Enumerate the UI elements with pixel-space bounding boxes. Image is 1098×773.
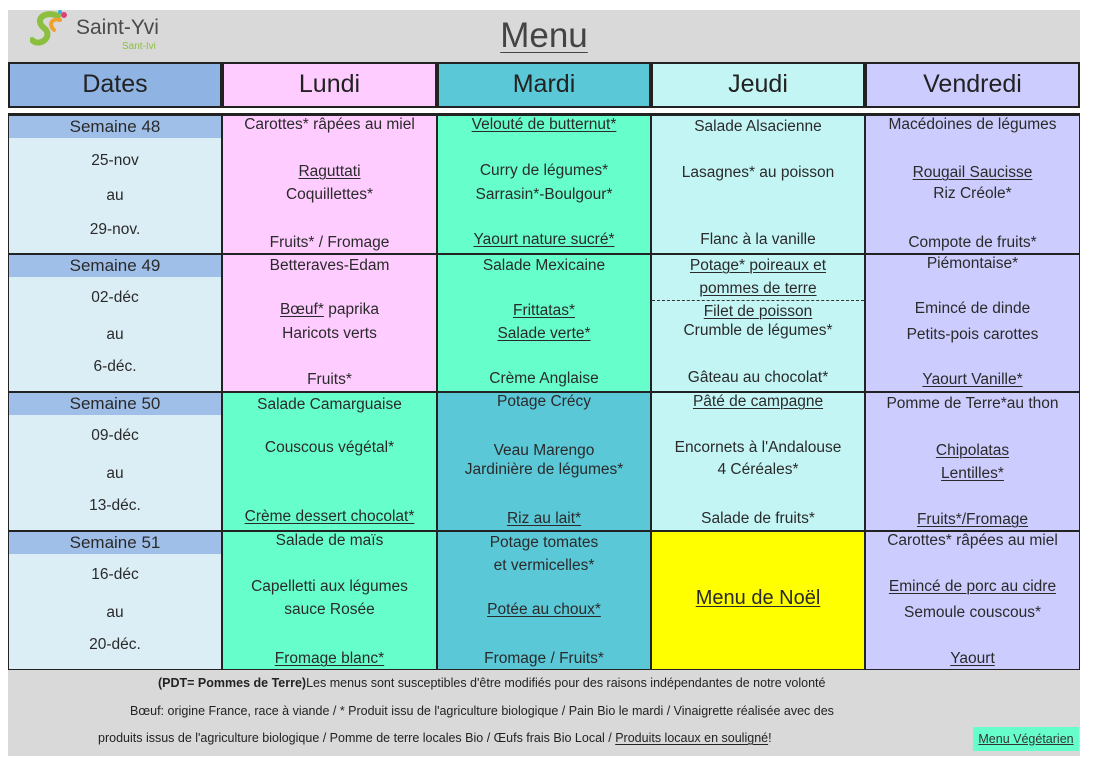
- starter: Potage Crécy: [497, 393, 591, 410]
- main-dish: Frittatas*: [512, 302, 575, 319]
- dessert: Gâteau au chocolat*: [687, 369, 829, 386]
- dessert: Compote de fruits*: [908, 234, 1037, 251]
- dessert: Fruits*: [307, 371, 352, 388]
- main-dish: Rougail Saucisse: [912, 164, 1033, 181]
- dates-week-48: [8, 115, 222, 254]
- week-label: Semaine 49: [9, 255, 221, 277]
- lundi-week-48: [222, 115, 437, 254]
- starter: Macédoines de légumes: [888, 116, 1057, 133]
- main-dish-sauce: sauce Rosée: [284, 601, 375, 618]
- dessert: Yaourt: [950, 650, 995, 667]
- starter: Piémontaise*: [926, 255, 1019, 272]
- date-sep: au: [106, 604, 124, 621]
- date-from: 16-déc: [91, 566, 139, 583]
- dessert: Salade de fruits*: [701, 510, 815, 527]
- side-dish: Riz Créole*: [933, 185, 1012, 202]
- starter-line-2: pommes de terre: [699, 280, 817, 297]
- vendredi-week-51: [865, 531, 1080, 670]
- jeudi-week-48: [651, 115, 865, 254]
- mardi-week-49: [437, 254, 651, 392]
- disclaimer: Les menus sont susceptibles d'être modifiés pour des raisons indépendantes de notre volonté: [306, 676, 826, 690]
- date-from: 02-déc: [91, 289, 139, 306]
- vegetarian-menu-legend: Menu Végétarien: [973, 727, 1079, 751]
- header-lundi: Lundi: [222, 62, 437, 108]
- dessert: Fromage blanc*: [274, 650, 385, 667]
- starter: Salade Camarguaise: [257, 396, 402, 413]
- date-from: 09-déc: [91, 427, 139, 444]
- dates-week-51: [8, 531, 222, 670]
- main-dish: Veau Marengo: [493, 442, 595, 459]
- vendredi-week-48: [865, 115, 1080, 254]
- starter: Potage* poireaux et: [689, 257, 827, 274]
- header-mardi: Mardi: [437, 62, 651, 108]
- starter: Pomme de Terre*au thon: [886, 395, 1059, 412]
- mardi-week-50: [437, 392, 651, 531]
- dates-week-49: [8, 254, 222, 392]
- week-label: Semaine 50: [9, 393, 221, 415]
- starter: Salade Mexicaine: [482, 257, 606, 274]
- row-separator: [8, 253, 1080, 255]
- main-dish: Filet de poisson: [703, 303, 813, 320]
- row-separator: [8, 113, 1080, 116]
- vendredi-week-50: [865, 392, 1080, 531]
- origin-note: Bœuf: origine France, race à viande / * Produit issu de l'agriculture biologique / Pain Bio le mardi / Vinaigrette réalisée avec des: [130, 704, 834, 718]
- christmas-menu: Menu de Noël: [695, 587, 821, 609]
- side-dish: Lentilles*: [941, 465, 1004, 482]
- side-dish: Haricots verts: [282, 325, 377, 342]
- page-title: Menu: [500, 16, 588, 55]
- main-dish: Lasagnes* au poisson: [681, 164, 835, 181]
- main-dish-sauce: paprika: [328, 301, 380, 318]
- pdt-note: (PDT= Pommes de Terre): [158, 676, 307, 690]
- dessert: Fromage / Fruits*: [484, 650, 604, 667]
- dessert: Flanc à la vanille: [700, 231, 816, 248]
- date-to: 13-déc.: [89, 497, 141, 514]
- date-sep: au: [106, 326, 124, 343]
- date-to: 6-déc.: [93, 358, 137, 375]
- vendredi-week-49: [865, 254, 1080, 392]
- local-products-note: Produits locaux en souligné: [615, 731, 769, 745]
- main-dish: Bœuf*: [279, 301, 324, 318]
- side-dish: 4 Céréales*: [717, 461, 799, 478]
- starter: Salade de maïs: [275, 532, 384, 549]
- side-dish: Sarrasin*-Boulgour*: [475, 186, 613, 203]
- starter: Potage tomates: [489, 534, 599, 551]
- week-label: Semaine 48: [9, 116, 221, 138]
- dessert: Yaourt Vanille*: [922, 371, 1023, 388]
- side-dish: Petits-pois carottes: [906, 326, 1039, 343]
- lundi-week-50: [222, 392, 437, 531]
- lundi-week-49: [222, 254, 437, 392]
- main-dish: Emincé de dinde: [914, 300, 1031, 317]
- header-vendredi: Vendredi: [865, 62, 1080, 108]
- dessert: Crème Anglaise: [489, 370, 599, 387]
- side-dish: Coquillettes*: [285, 186, 374, 203]
- starter: Velouté de butternut*: [471, 116, 617, 133]
- side-dish: Semoule couscous*: [904, 604, 1041, 621]
- starter-line-2: et vermicelles*: [493, 557, 595, 574]
- lundi-week-51: [222, 531, 437, 670]
- date-to: 20-déc.: [89, 636, 141, 653]
- date-from: 25-nov: [91, 152, 139, 169]
- dates-week-50: [8, 392, 222, 531]
- date-to: 29-nov.: [89, 221, 141, 238]
- mardi-week-48: [437, 115, 651, 254]
- header-dates: Dates: [8, 62, 222, 108]
- logo-swirl-icon: [30, 10, 70, 54]
- logo-name: Saint-Yvi: [76, 16, 159, 39]
- main-dish: Encornets à l'Andalouse: [674, 439, 842, 456]
- row-separator: [8, 530, 1080, 532]
- dashed-divider: [652, 300, 864, 301]
- main-dish: Potée au choux*: [487, 601, 601, 618]
- main-dish: Capelletti aux légumes: [251, 578, 408, 595]
- starter: Pâté de campagne: [692, 393, 824, 410]
- organic-note: produits issus de l'agriculture biologique / Pomme de terre locales Bio / Œufs frais Bio Local /: [98, 731, 616, 745]
- jeudi-week-49: [651, 254, 865, 392]
- side-dish: Jardinière de légumes*: [464, 461, 624, 478]
- footer-end: !: [768, 731, 772, 745]
- dessert: Yaourt nature sucré*: [473, 231, 615, 248]
- side-dish: Crumble de légumes*: [683, 322, 833, 339]
- main-dish: Couscous végétal*: [264, 439, 395, 456]
- row-separator: [8, 391, 1080, 393]
- starter: Carottes* râpées au miel: [887, 532, 1058, 549]
- dessert: Fruits* / Fromage: [269, 234, 390, 251]
- dessert: Fruits*/Fromage: [916, 511, 1029, 528]
- logo: [30, 10, 190, 54]
- starter: Betteraves-Edam: [269, 257, 390, 274]
- main-dish: Chipolatas: [935, 442, 1010, 459]
- logo-subtitle: Sant-Ivi: [122, 41, 156, 52]
- jeudi-week-51: [651, 531, 865, 670]
- main-dish: Raguttati: [298, 163, 361, 180]
- starter: Salade Alsacienne: [694, 118, 822, 135]
- side-dish: Salade verte*: [497, 325, 591, 342]
- dessert: Riz au lait*: [506, 510, 582, 527]
- date-sep: au: [106, 187, 124, 204]
- header-jeudi: Jeudi: [651, 62, 865, 108]
- dessert: Crème dessert chocolat*: [244, 508, 415, 525]
- jeudi-week-50: [651, 392, 865, 531]
- footer: [8, 670, 1080, 756]
- main-dish: Curry de légumes*: [479, 162, 609, 179]
- main-dish: Emincé de porc au cidre: [888, 578, 1057, 595]
- starter: Carottes* râpées au miel: [244, 116, 415, 133]
- date-sep: au: [106, 465, 124, 482]
- week-label: Semaine 51: [9, 532, 221, 554]
- mardi-week-51: [437, 531, 651, 670]
- title-band: [8, 10, 1080, 62]
